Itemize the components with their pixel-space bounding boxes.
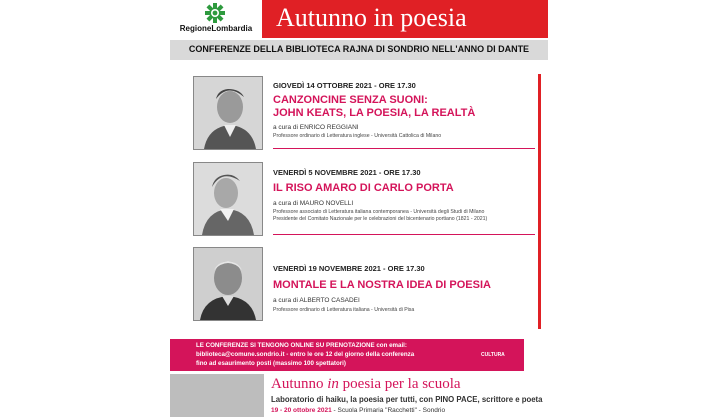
event-2-curator: a cura di MAURO NOVELLI xyxy=(273,200,354,207)
side-accent-bar xyxy=(538,74,541,329)
booking-email-line[interactable]: biblioteca@comune.sondrio.it - entro le ore 12 del giorno della conferenza xyxy=(196,351,415,358)
school-subtitle: Laboratorio di haiku, la poesia per tutti, con PINO PACE, scrittore e poeta xyxy=(271,395,543,404)
event-1-role: Professore ordinario di Letteratura inglese - Università Cattolica di Milano xyxy=(273,133,442,139)
cultura-label: CULTURA xyxy=(481,352,505,358)
booking-info-line-1: LE CONFERENZE SI TENGONO ONLINE SU PRENOTAZIONE con email: xyxy=(196,342,407,349)
logo-text: RegioneLombardia xyxy=(179,24,253,33)
booking-info-line-3: fino ad esaurimento posti (massimo 100 spettatori) xyxy=(196,360,346,367)
poster xyxy=(170,0,548,417)
event-separator xyxy=(273,148,535,149)
event-2-role-line-2: Presidente del Comitato Nazionale per le celebrazioni del bicentenario portiano (1821 - 2021) xyxy=(273,216,488,222)
portrait-eugenio-montale xyxy=(193,247,263,321)
page-title: Autunno in poesia xyxy=(276,3,467,32)
school-date-place: 19 - 20 ottobre 2021 - Scuola Primaria "Racchetti" - Sondrio xyxy=(271,407,446,414)
event-3-curator: a cura di ALBERTO CASADEI xyxy=(273,297,360,304)
regione-lombardia-rose-icon xyxy=(205,3,225,23)
logo xyxy=(170,0,262,38)
portrait-porta-icon xyxy=(194,163,262,235)
event-1-curator: a cura di ENRICO REGGIANI xyxy=(273,124,359,131)
event-1-date: GIOVEDÌ 14 OTTOBRE 2021 - ORE 17.30 xyxy=(273,81,416,90)
portrait-montale-icon xyxy=(194,248,262,320)
event-3-date: VENERDÌ 19 NOVEMBRE 2021 - ORE 17.30 xyxy=(273,264,425,273)
portrait-carlo-porta xyxy=(193,162,263,236)
event-2-role-line-1: Professore associato di Letteratura italiana contemporanea - Università degli Studi di Milano xyxy=(273,209,485,215)
event-3-role: Professore ordinario di Letteratura italiana - Università di Pisa xyxy=(273,307,415,313)
event-1-title-line-1: CANZONCINE SENZA SUONI: xyxy=(273,94,428,106)
page-subtitle: CONFERENZE DELLA BIBLIOTECA RAJNA DI SONDRIO NELL'ANNO DI DANTE xyxy=(188,44,530,54)
portrait-john-keats xyxy=(193,76,263,150)
event-1-title-line-2: JOHN KEATS, LA POESIA, LA REALTÀ xyxy=(273,107,476,119)
event-2-date: VENERDÌ 5 NOVEMBRE 2021 - ORE 17.30 xyxy=(273,168,421,177)
event-2-title: IL RISO AMARO DI CARLO PORTA xyxy=(273,182,454,194)
school-band-image xyxy=(170,374,264,417)
event-3-title: MONTALE E LA NOSTRA IDEA DI POESIA xyxy=(273,279,491,291)
event-separator xyxy=(273,234,535,235)
school-title: Autunno in poesia per la scuola xyxy=(271,376,461,392)
portrait-keats-icon xyxy=(194,77,262,149)
